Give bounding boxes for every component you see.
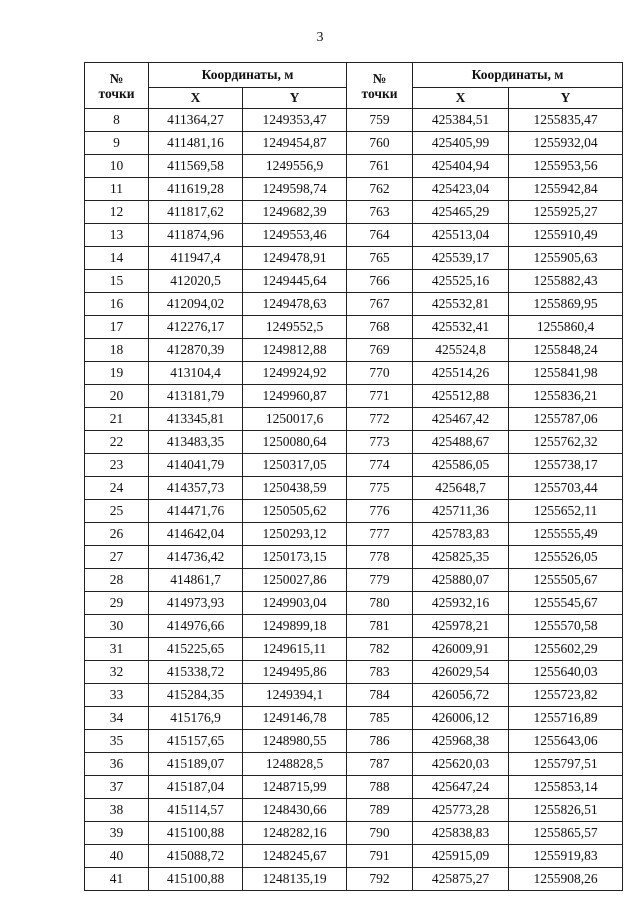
point-number-cell-right: 782 — [347, 638, 413, 661]
point-number-cell-left: 20 — [85, 385, 149, 408]
point-number-cell-left: 14 — [85, 247, 149, 270]
y-coordinate-cell-left: 1250017,6 — [243, 408, 347, 431]
y-coordinate-cell-left: 1249495,86 — [243, 661, 347, 684]
y-coordinate-cell-right: 1255925,27 — [509, 201, 623, 224]
table-row — [85, 270, 623, 293]
y-coordinate-cell-left: 1249903,04 — [243, 592, 347, 615]
table-row — [85, 385, 623, 408]
x-coordinate-cell-left: 415187,04 — [149, 776, 243, 799]
y-coordinate-cell-right: 1255505,67 — [509, 569, 623, 592]
y-coordinate-cell-right: 1255762,32 — [509, 431, 623, 454]
x-coordinate-cell-left: 415176,9 — [149, 707, 243, 730]
point-number-cell-right: 763 — [347, 201, 413, 224]
x-coordinate-cell-left: 413483,35 — [149, 431, 243, 454]
x-coordinate-cell-left: 412094,02 — [149, 293, 243, 316]
y-coordinate-cell-right: 1255860,4 — [509, 316, 623, 339]
point-number-cell-left: 26 — [85, 523, 149, 546]
x-coordinate-cell-right: 425915,09 — [413, 845, 509, 868]
coordinates-header-right: Координаты, м — [413, 63, 623, 88]
point-number-cell-left: 10 — [85, 155, 149, 178]
y-coordinate-cell-right: 1255570,58 — [509, 615, 623, 638]
point-number-cell-left: 9 — [85, 132, 149, 155]
point-number-cell-left: 33 — [85, 684, 149, 707]
x-coordinate-cell-left: 414041,79 — [149, 454, 243, 477]
y-coordinate-cell-left: 1248715,99 — [243, 776, 347, 799]
x-coordinate-cell-right: 425404,94 — [413, 155, 509, 178]
table-row — [85, 132, 623, 155]
x-coordinate-cell-right: 425968,38 — [413, 730, 509, 753]
point-label: точки — [361, 85, 398, 101]
point-number-cell-left: 38 — [85, 799, 149, 822]
point-number-cell-right: 791 — [347, 845, 413, 868]
x-coordinate-cell-left: 411364,27 — [149, 109, 243, 132]
y-coordinate-cell-left: 1250293,12 — [243, 523, 347, 546]
y-coordinate-cell-left: 1248135,19 — [243, 868, 347, 891]
point-number-cell-left: 21 — [85, 408, 149, 431]
point-number-cell-right: 770 — [347, 362, 413, 385]
x-coordinate-cell-right: 426006,12 — [413, 707, 509, 730]
point-number-cell-left: 40 — [85, 845, 149, 868]
x-header-left: X — [149, 88, 243, 109]
x-coordinate-cell-right: 425524,8 — [413, 339, 509, 362]
x-coordinate-cell-left: 415114,57 — [149, 799, 243, 822]
point-number-cell-right: 759 — [347, 109, 413, 132]
point-number-cell-left: 11 — [85, 178, 149, 201]
x-coordinate-cell-left: 412870,39 — [149, 339, 243, 362]
y-coordinate-cell-left: 1250027,86 — [243, 569, 347, 592]
point-number-cell-left: 35 — [85, 730, 149, 753]
table-row — [85, 730, 623, 753]
y-coordinate-cell-left: 1249924,92 — [243, 362, 347, 385]
point-number-cell-left: 19 — [85, 362, 149, 385]
point-number-cell-left: 27 — [85, 546, 149, 569]
table-row — [85, 592, 623, 615]
y-coordinate-cell-right: 1255652,11 — [509, 500, 623, 523]
y-coordinate-cell-right: 1255723,82 — [509, 684, 623, 707]
y-coordinate-cell-left: 1248430,66 — [243, 799, 347, 822]
point-number-header-left — [85, 63, 149, 109]
point-number-cell-right: 776 — [347, 500, 413, 523]
point-number-cell-left: 24 — [85, 477, 149, 500]
y-coordinate-cell-right: 1255835,47 — [509, 109, 623, 132]
table-row — [85, 615, 623, 638]
y-coordinate-cell-right: 1255640,03 — [509, 661, 623, 684]
x-coordinate-cell-right: 425880,07 — [413, 569, 509, 592]
table-row — [85, 707, 623, 730]
x-coordinate-cell-right: 425525,16 — [413, 270, 509, 293]
point-number-cell-left: 34 — [85, 707, 149, 730]
x-coordinate-cell-left: 412276,17 — [149, 316, 243, 339]
y-coordinate-cell-right: 1255841,98 — [509, 362, 623, 385]
point-number-cell-left: 41 — [85, 868, 149, 891]
x-coordinate-cell-right: 425647,24 — [413, 776, 509, 799]
y-coordinate-cell-right: 1255526,05 — [509, 546, 623, 569]
x-coordinate-cell-left: 411874,96 — [149, 224, 243, 247]
y-coordinate-cell-left: 1250173,15 — [243, 546, 347, 569]
y-coordinate-cell-right: 1255882,43 — [509, 270, 623, 293]
x-coordinate-cell-left: 414471,76 — [149, 500, 243, 523]
x-coordinate-cell-left: 411947,4 — [149, 247, 243, 270]
x-coordinate-cell-left: 415100,88 — [149, 822, 243, 845]
table-row — [85, 201, 623, 224]
x-coordinate-cell-left: 413104,4 — [149, 362, 243, 385]
number-sign: № — [372, 70, 387, 86]
table-row — [85, 569, 623, 592]
point-number-cell-right: 779 — [347, 569, 413, 592]
y-coordinate-cell-right: 1255738,17 — [509, 454, 623, 477]
table-body — [85, 109, 623, 891]
coordinates-header-left: Координаты, м — [149, 63, 347, 88]
x-coordinate-cell-left: 414973,93 — [149, 592, 243, 615]
point-number-cell-right: 764 — [347, 224, 413, 247]
x-coordinate-cell-right: 425978,21 — [413, 615, 509, 638]
y-coordinate-cell-left: 1248245,67 — [243, 845, 347, 868]
x-coordinate-cell-right: 425465,29 — [413, 201, 509, 224]
point-number-cell-right: 766 — [347, 270, 413, 293]
x-coordinate-cell-right: 425620,03 — [413, 753, 509, 776]
x-coordinate-cell-left: 413181,79 — [149, 385, 243, 408]
y-coordinate-cell-right: 1255942,84 — [509, 178, 623, 201]
y-coordinate-cell-right: 1255905,63 — [509, 247, 623, 270]
table-row — [85, 661, 623, 684]
y-coordinate-cell-right: 1255908,26 — [509, 868, 623, 891]
y-coordinate-cell-left: 1250317,05 — [243, 454, 347, 477]
point-number-cell-left: 16 — [85, 293, 149, 316]
y-coordinate-cell-right: 1255555,49 — [509, 523, 623, 546]
x-coordinate-cell-left: 415284,35 — [149, 684, 243, 707]
x-coordinate-cell-right: 425586,05 — [413, 454, 509, 477]
table-row — [85, 109, 623, 132]
point-number-cell-right: 774 — [347, 454, 413, 477]
point-number-cell-right: 772 — [347, 408, 413, 431]
point-number-cell-right: 787 — [347, 753, 413, 776]
x-coordinate-cell-right: 425423,04 — [413, 178, 509, 201]
point-label: точки — [98, 85, 135, 101]
point-number-cell-left: 12 — [85, 201, 149, 224]
y-coordinate-cell-right: 1255545,67 — [509, 592, 623, 615]
x-coordinate-cell-left: 413345,81 — [149, 408, 243, 431]
x-coordinate-cell-left: 411481,16 — [149, 132, 243, 155]
y-coordinate-cell-left: 1249682,39 — [243, 201, 347, 224]
x-coordinate-cell-right: 425875,27 — [413, 868, 509, 891]
point-number-cell-right: 781 — [347, 615, 413, 638]
point-number-cell-right: 771 — [347, 385, 413, 408]
x-coordinate-cell-left: 414976,66 — [149, 615, 243, 638]
x-coordinate-cell-left: 414736,42 — [149, 546, 243, 569]
x-coordinate-cell-left: 415088,72 — [149, 845, 243, 868]
x-coordinate-cell-right: 425514,26 — [413, 362, 509, 385]
point-number-cell-right: 773 — [347, 431, 413, 454]
point-number-cell-right: 768 — [347, 316, 413, 339]
x-coordinate-cell-right: 425838,83 — [413, 822, 509, 845]
point-number-cell-left: 17 — [85, 316, 149, 339]
x-coordinate-cell-right: 425773,28 — [413, 799, 509, 822]
point-number-cell-right: 789 — [347, 799, 413, 822]
y-header-left: Y — [243, 88, 347, 109]
y-coordinate-cell-left: 1248828,5 — [243, 753, 347, 776]
y-coordinate-cell-left: 1249478,63 — [243, 293, 347, 316]
y-coordinate-cell-left: 1249553,46 — [243, 224, 347, 247]
table-row — [85, 155, 623, 178]
y-coordinate-cell-right: 1255602,29 — [509, 638, 623, 661]
y-coordinate-cell-left: 1249454,87 — [243, 132, 347, 155]
y-coordinate-cell-left: 1249445,64 — [243, 270, 347, 293]
x-coordinate-cell-right: 426009,91 — [413, 638, 509, 661]
y-coordinate-cell-left: 1249353,47 — [243, 109, 347, 132]
table-row — [85, 684, 623, 707]
x-coordinate-cell-right: 425532,41 — [413, 316, 509, 339]
point-number-cell-right: 790 — [347, 822, 413, 845]
table-row — [85, 247, 623, 270]
table-row — [85, 339, 623, 362]
x-coordinate-cell-right: 425532,81 — [413, 293, 509, 316]
point-number-cell-left: 8 — [85, 109, 149, 132]
y-coordinate-cell-left: 1249478,91 — [243, 247, 347, 270]
table-row — [85, 316, 623, 339]
x-coordinate-cell-right: 425648,7 — [413, 477, 509, 500]
point-number-cell-left: 32 — [85, 661, 149, 684]
point-number-cell-left: 13 — [85, 224, 149, 247]
y-coordinate-cell-right: 1255848,24 — [509, 339, 623, 362]
y-coordinate-cell-left: 1249556,9 — [243, 155, 347, 178]
point-number-cell-right: 767 — [347, 293, 413, 316]
y-coordinate-cell-left: 1249960,87 — [243, 385, 347, 408]
point-number-header-right — [347, 63, 413, 109]
table-row — [85, 500, 623, 523]
point-number-cell-right: 762 — [347, 178, 413, 201]
table-row — [85, 753, 623, 776]
x-coordinate-cell-left: 414357,73 — [149, 477, 243, 500]
y-coordinate-cell-left: 1248980,55 — [243, 730, 347, 753]
x-coordinate-cell-right: 425467,42 — [413, 408, 509, 431]
point-number-cell-right: 780 — [347, 592, 413, 615]
number-sign: № — [109, 70, 124, 86]
x-coordinate-cell-left: 415225,65 — [149, 638, 243, 661]
table-row — [85, 477, 623, 500]
y-coordinate-cell-left: 1249812,88 — [243, 339, 347, 362]
y-coordinate-cell-right: 1255643,06 — [509, 730, 623, 753]
point-number-cell-left: 29 — [85, 592, 149, 615]
table-row — [85, 868, 623, 891]
x-coordinate-cell-left: 415157,65 — [149, 730, 243, 753]
table-row — [85, 431, 623, 454]
x-coordinate-cell-right: 425932,16 — [413, 592, 509, 615]
table-row — [85, 454, 623, 477]
x-coordinate-cell-left: 412020,5 — [149, 270, 243, 293]
x-coordinate-cell-left: 415100,88 — [149, 868, 243, 891]
y-coordinate-cell-left: 1249146,78 — [243, 707, 347, 730]
point-number-cell-right: 788 — [347, 776, 413, 799]
table-row — [85, 293, 623, 316]
point-number-cell-left: 39 — [85, 822, 149, 845]
x-coordinate-cell-right: 426056,72 — [413, 684, 509, 707]
y-coordinate-cell-right: 1255932,04 — [509, 132, 623, 155]
table-row — [85, 523, 623, 546]
point-number-cell-right: 786 — [347, 730, 413, 753]
x-coordinate-cell-right: 425783,83 — [413, 523, 509, 546]
x-coordinate-cell-right: 425711,36 — [413, 500, 509, 523]
x-coordinate-cell-right: 426029,54 — [413, 661, 509, 684]
y-coordinate-cell-left: 1249598,74 — [243, 178, 347, 201]
x-coordinate-cell-left: 415338,72 — [149, 661, 243, 684]
point-number-cell-left: 15 — [85, 270, 149, 293]
y-coordinate-cell-left: 1249394,1 — [243, 684, 347, 707]
table-row — [85, 546, 623, 569]
point-number-cell-right: 769 — [347, 339, 413, 362]
y-coordinate-cell-left: 1249552,5 — [243, 316, 347, 339]
point-number-cell-right: 783 — [347, 661, 413, 684]
y-coordinate-cell-left: 1249899,18 — [243, 615, 347, 638]
point-number-cell-right: 765 — [347, 247, 413, 270]
point-number-cell-left: 22 — [85, 431, 149, 454]
y-coordinate-cell-right: 1255797,51 — [509, 753, 623, 776]
y-header-right: Y — [509, 88, 623, 109]
table-row — [85, 638, 623, 661]
y-coordinate-cell-left: 1250505,62 — [243, 500, 347, 523]
point-number-cell-left: 36 — [85, 753, 149, 776]
x-header-right: X — [413, 88, 509, 109]
point-number-cell-right: 792 — [347, 868, 413, 891]
x-coordinate-cell-left: 414642,04 — [149, 523, 243, 546]
x-coordinate-cell-left: 411817,62 — [149, 201, 243, 224]
table-row — [85, 408, 623, 431]
point-number-cell-left: 25 — [85, 500, 149, 523]
coordinates-table — [84, 62, 623, 891]
y-coordinate-cell-right: 1255787,06 — [509, 408, 623, 431]
table-row — [85, 799, 623, 822]
x-coordinate-cell-right: 425513,04 — [413, 224, 509, 247]
table-row — [85, 178, 623, 201]
point-number-cell-right: 760 — [347, 132, 413, 155]
x-coordinate-cell-right: 425539,17 — [413, 247, 509, 270]
y-coordinate-cell-right: 1255853,14 — [509, 776, 623, 799]
y-coordinate-cell-left: 1250080,64 — [243, 431, 347, 454]
x-coordinate-cell-right: 425512,88 — [413, 385, 509, 408]
x-coordinate-cell-right: 425825,35 — [413, 546, 509, 569]
point-number-cell-right: 777 — [347, 523, 413, 546]
y-coordinate-cell-left: 1248282,16 — [243, 822, 347, 845]
x-coordinate-cell-left: 411619,28 — [149, 178, 243, 201]
y-coordinate-cell-right: 1255865,57 — [509, 822, 623, 845]
y-coordinate-cell-right: 1255703,44 — [509, 477, 623, 500]
table-row — [85, 776, 623, 799]
y-coordinate-cell-left: 1249615,11 — [243, 638, 347, 661]
y-coordinate-cell-right: 1255953,56 — [509, 155, 623, 178]
x-coordinate-cell-right: 425384,51 — [413, 109, 509, 132]
y-coordinate-cell-right: 1255716,89 — [509, 707, 623, 730]
point-number-cell-right: 784 — [347, 684, 413, 707]
y-coordinate-cell-right: 1255919,83 — [509, 845, 623, 868]
point-number-cell-left: 28 — [85, 569, 149, 592]
table-row — [85, 845, 623, 868]
x-coordinate-cell-left: 414861,7 — [149, 569, 243, 592]
point-number-cell-left: 30 — [85, 615, 149, 638]
y-coordinate-cell-left: 1250438,59 — [243, 477, 347, 500]
point-number-cell-right: 775 — [347, 477, 413, 500]
page-number: 3 — [316, 30, 324, 45]
y-coordinate-cell-right: 1255910,49 — [509, 224, 623, 247]
x-coordinate-cell-right: 425405,99 — [413, 132, 509, 155]
point-number-cell-right: 761 — [347, 155, 413, 178]
point-number-cell-right: 778 — [347, 546, 413, 569]
y-coordinate-cell-right: 1255869,95 — [509, 293, 623, 316]
x-coordinate-cell-right: 425488,67 — [413, 431, 509, 454]
point-number-cell-left: 37 — [85, 776, 149, 799]
table-row — [85, 362, 623, 385]
point-number-cell-left: 18 — [85, 339, 149, 362]
point-number-cell-left: 31 — [85, 638, 149, 661]
point-number-cell-right: 785 — [347, 707, 413, 730]
point-number-cell-left: 23 — [85, 454, 149, 477]
x-coordinate-cell-left: 415189,07 — [149, 753, 243, 776]
y-coordinate-cell-right: 1255836,21 — [509, 385, 623, 408]
x-coordinate-cell-left: 411569,58 — [149, 155, 243, 178]
table-row — [85, 224, 623, 247]
y-coordinate-cell-right: 1255826,51 — [509, 799, 623, 822]
table-row — [85, 822, 623, 845]
